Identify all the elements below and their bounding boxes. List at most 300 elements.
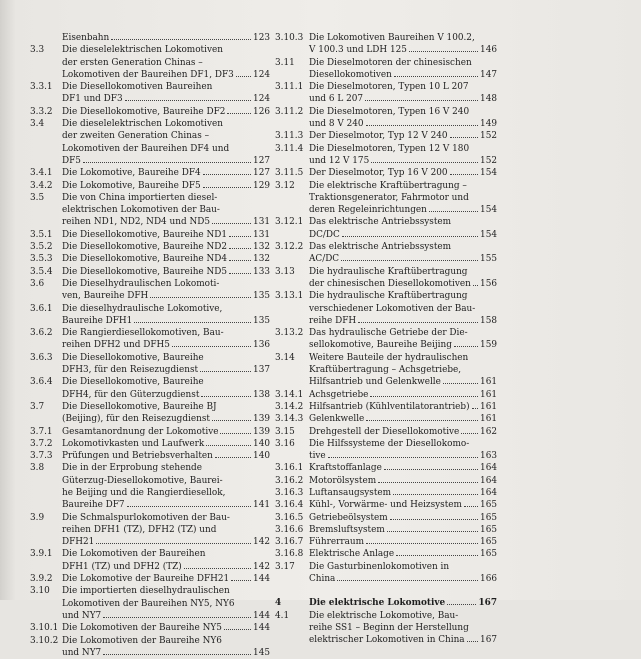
toc-entry-number: 3.14 — [275, 352, 295, 363]
toc-leader-dots — [229, 236, 251, 237]
toc-entry-number: 3.6.3 — [30, 352, 53, 363]
toc-entry-line — [309, 475, 497, 487]
toc-entry-text: reihen ND1, ND2, ND4 und ND5 — [62, 217, 210, 228]
toc-page-number: 123 — [253, 33, 270, 43]
toc-entry-line — [309, 216, 497, 228]
toc-entry-line — [309, 413, 497, 425]
toc-entry-title — [309, 438, 497, 463]
toc-entry-text: Motorölsystem — [309, 475, 377, 486]
toc-entry-number: 3.9 — [30, 512, 45, 523]
toc-entry-line — [62, 548, 270, 560]
toc-entry-number: 3.5.1 — [30, 229, 53, 240]
toc-entry-line — [62, 229, 270, 241]
toc-entry-line — [62, 290, 270, 302]
toc-entry-line — [62, 93, 270, 105]
toc-leader-dots — [473, 285, 478, 286]
toc-entry-title — [309, 561, 497, 586]
toc-entry-text: deren Regeleinrichtungen — [309, 205, 427, 216]
toc-entry — [30, 106, 270, 118]
toc-entry-title — [62, 32, 270, 44]
toc-entry-text: DFH21 — [62, 537, 95, 548]
toc-entry — [30, 401, 270, 426]
toc-page-number: 165 — [480, 500, 497, 511]
toc-entry-title — [62, 573, 270, 585]
toc-entry-line — [62, 327, 270, 339]
toc-entry — [30, 44, 270, 81]
toc-entry-line — [62, 487, 270, 499]
toc-entry-line — [62, 204, 270, 216]
toc-page-number: 129 — [253, 180, 270, 191]
toc-entry-line — [62, 610, 270, 622]
toc-entry-number: 3.6.1 — [30, 303, 53, 314]
toc-entry-text: Das elektrische Antriebssystem — [309, 242, 452, 253]
toc-entry-text: reihe SS1 – Beginn der Herstellung — [309, 622, 469, 633]
toc-leader-dots — [429, 211, 478, 212]
toc-entry-number: 3.10 — [30, 586, 50, 597]
toc-entry-line — [309, 253, 497, 265]
toc-entry-line — [309, 634, 497, 646]
toc-leader-dots — [384, 469, 478, 470]
toc-entry-text: Die elektrische Lokomotive — [309, 598, 446, 609]
toc-entry-title — [309, 167, 497, 179]
toc-entry-number: 4.1 — [275, 610, 290, 621]
toc-entry-text: Der Dieselmotor, Typ 12 V 240 — [309, 131, 448, 142]
toc-entry-line — [62, 438, 270, 450]
toc-entry-number: 3.3.1 — [30, 82, 53, 93]
toc-leader-dots — [96, 543, 251, 544]
toc-entry-text: der zweiten Generation Chinas – — [62, 131, 210, 142]
toc-page-number: 165 — [480, 537, 497, 548]
toc-entry-line — [309, 143, 497, 155]
toc-entry-number: 3.7.3 — [30, 451, 53, 462]
toc-leader-dots — [134, 322, 251, 323]
toc-entry-text: Achsgetriebe — [309, 389, 369, 400]
toc-entry-line — [309, 327, 497, 339]
toc-leader-dots — [387, 531, 478, 532]
toc-entry-title — [309, 462, 497, 474]
toc-entry-line — [309, 512, 497, 524]
toc-entry-line — [62, 81, 270, 93]
toc-entry-line — [309, 524, 497, 536]
toc-entry-number: 3.16.2 — [275, 475, 304, 486]
toc-entry — [275, 130, 497, 142]
toc-leader-dots — [341, 260, 478, 261]
toc-entry-text: Die Diesellokomotive, Baureihe ND4 — [62, 254, 228, 265]
toc-page-number: 144 — [253, 610, 270, 621]
toc-entry-text: Hilfsantrieb und Gelenkwelle — [309, 377, 441, 388]
toc-entry-text: Das hydraulische Getriebe der Die- — [309, 328, 468, 339]
toc-entry-line — [62, 143, 270, 155]
toc-entry — [30, 327, 270, 352]
toc-entry — [30, 573, 270, 585]
toc-entry-text: Das elektrische Antriebssystem — [309, 217, 452, 228]
toc-entry-text: sellokomotive, Baureihe Beijing — [309, 340, 452, 351]
toc-entry-text: Die hydraulische Kraftübertragung — [309, 291, 468, 302]
toc-leader-dots — [366, 420, 478, 421]
toc-leader-dots — [227, 113, 251, 114]
toc-page-number: 124 — [253, 94, 270, 105]
toc-entry-text: Führerraum — [309, 537, 364, 548]
toc-page-number: 167 — [480, 635, 497, 646]
toc-entry-number: 3.5.4 — [30, 266, 53, 277]
toc-entry — [30, 278, 270, 303]
toc-entry — [275, 524, 497, 536]
toc-entry-line — [309, 192, 497, 204]
toc-page-number: 155 — [480, 254, 497, 265]
toc-entry-text: Die in der Erprobung stehende — [62, 463, 202, 474]
toc-page-number: 145 — [253, 647, 270, 658]
toc-entry-line — [309, 278, 497, 290]
toc-entry-number: 3.16.7 — [275, 537, 304, 548]
toc-entry-title — [62, 278, 270, 303]
toc-entry-text: Die Hilfssysteme der Diesellokomo- — [309, 438, 470, 449]
toc-page-number: 161 — [480, 414, 497, 425]
toc-entry — [30, 192, 270, 229]
toc-entry-title — [309, 266, 497, 291]
toc-entry-title — [62, 450, 270, 462]
toc-entry-line — [62, 216, 270, 228]
toc-entry — [30, 635, 270, 659]
toc-entry-text: Kühl-, Vorwärme- und Heizsystem — [309, 500, 462, 511]
toc-entry — [30, 352, 270, 377]
toc-leader-dots — [366, 125, 478, 126]
toc-entry — [30, 548, 270, 573]
toc-entry-line — [62, 118, 270, 130]
toc-entry-text: Kraftübertragung – Achsgetriebe, — [309, 365, 462, 376]
toc-leader-dots — [236, 76, 251, 77]
toc-entry-text: Die Gasturbinenlokomotiven in — [309, 561, 450, 572]
toc-entry-number: 3.6.4 — [30, 377, 53, 388]
toc-entry-line — [62, 352, 270, 364]
toc-entry-line — [62, 585, 270, 597]
toc-leader-dots — [229, 260, 251, 261]
toc-entry-text: Die Dieselmotoren, Typen 16 V 240 — [309, 106, 470, 117]
toc-leader-dots — [371, 162, 478, 163]
toc-entry-title — [62, 635, 270, 659]
toc-entry-number: 3.12.1 — [275, 217, 304, 228]
toc-entry-number: 3.11 — [275, 57, 295, 68]
toc-entry-number: 3.11.4 — [275, 143, 304, 154]
toc-entry — [275, 167, 497, 179]
toc-entry-number: 3.3 — [30, 45, 45, 56]
toc-page-number: 127 — [253, 155, 270, 166]
toc-entry-line — [62, 635, 270, 647]
toc-entry-text: Die Diesellokomotive, Baureihe ND5 — [62, 266, 228, 277]
toc-entry-line — [309, 229, 497, 241]
toc-entry-text: DF1 und DF3 — [62, 94, 123, 105]
toc-leader-dots — [150, 297, 251, 298]
toc-entry-line — [62, 106, 270, 118]
toc-page-number: 141 — [253, 500, 270, 511]
toc-entry-line — [309, 561, 497, 573]
toc-entry-text: verschiedener Lokomotiven der Bau- — [309, 303, 476, 314]
toc-leader-dots — [203, 187, 251, 188]
toc-leader-dots — [358, 322, 478, 323]
toc-entry-line — [309, 389, 497, 401]
toc-entry-number: 3.13.1 — [275, 291, 304, 302]
toc-entry — [275, 266, 497, 291]
toc-leader-dots — [454, 346, 478, 347]
toc-entry-number: 3.12 — [275, 180, 295, 191]
toc-page-number: 138 — [253, 389, 270, 400]
toc-entry-title — [309, 32, 497, 57]
toc-entry — [275, 180, 497, 217]
toc-entry-number: 3.16.8 — [275, 549, 304, 560]
toc-entry-number: 3.16.1 — [275, 463, 304, 474]
toc-entry-number: 3.4.1 — [30, 168, 53, 179]
toc-entry — [275, 290, 497, 327]
toc-entry-title — [309, 81, 497, 106]
toc-entry-line — [62, 364, 270, 376]
toc-entry-title — [62, 192, 270, 229]
toc-page-number: 161 — [480, 401, 497, 412]
toc-entry-line — [309, 204, 497, 216]
toc-entry-text: Die Diesellokomotive, Baureihe — [62, 352, 204, 363]
toc-entry-text: V 100.3 und LDH 125 — [309, 45, 407, 56]
toc-entry-text: elektrischen Lokomotiven der Bau- — [62, 205, 220, 216]
toc-entry-number: 3.7 — [30, 401, 45, 412]
toc-entry-title — [309, 401, 497, 413]
toc-entry-line — [309, 610, 497, 622]
toc-leader-dots — [342, 236, 478, 237]
toc-entry — [30, 167, 270, 179]
toc-entry-number: 3.10.1 — [30, 623, 59, 634]
toc-page-number: 144 — [253, 623, 270, 634]
toc-entry-line — [309, 450, 497, 462]
toc-entry-title — [309, 180, 497, 217]
toc-entry-line — [62, 192, 270, 204]
toc-leader-dots — [443, 383, 478, 384]
toc-entry-number: 3.4.2 — [30, 180, 53, 191]
toc-entry-text: DC/DC — [309, 229, 340, 240]
toc-entry-text: tive — [309, 451, 326, 462]
toc-page-number: 124 — [253, 69, 270, 80]
toc-entry-text: Baureihe DFH1 — [62, 315, 133, 326]
toc-entry-number: 3.11.5 — [275, 168, 304, 179]
toc-leader-dots — [103, 617, 251, 618]
toc-page-number: 162 — [480, 426, 497, 437]
toc-entry-line — [309, 352, 497, 364]
toc-entry-line — [309, 303, 497, 315]
toc-page-number: 165 — [480, 524, 497, 535]
toc-leader-dots — [215, 457, 251, 458]
toc-entry-text: DFH1 (TZ) und DFH2 (TZ) — [62, 561, 182, 572]
toc-entry-text: Die Diesellokomotiven Baureihen — [62, 82, 213, 93]
toc-leader-dots — [450, 137, 478, 138]
toc-entry-line — [309, 438, 497, 450]
toc-entry-title — [309, 536, 497, 548]
toc-entry-line — [309, 81, 497, 93]
toc-page-number: 132 — [253, 242, 270, 253]
toc-page-number: 139 — [253, 426, 270, 437]
toc-entry — [30, 81, 270, 106]
toc-page-number: 164 — [480, 487, 497, 498]
toc-entry-title — [62, 426, 270, 438]
toc-entry — [275, 548, 497, 560]
toc-entry-number: 3.17 — [275, 561, 295, 572]
toc-entry-title — [309, 499, 497, 511]
toc-entry-text: Die Rangierdiesellokomotiven, Bau- — [62, 328, 224, 339]
toc-entry-text: Die Lokomotiven der Baureihe NY6 — [62, 635, 222, 646]
toc-entry-text: Bremsluftsystem — [309, 524, 385, 535]
toc-entry-line — [309, 130, 497, 142]
toc-entry-title — [62, 167, 270, 179]
toc-entry — [30, 512, 270, 549]
toc-page-number: 142 — [253, 561, 270, 572]
toc-entry-text: Die Dieselmotoren, Typen 12 V 180 — [309, 143, 470, 154]
toc-leader-dots — [127, 506, 251, 507]
toc-entry-line — [309, 462, 497, 474]
toc-entry-text: und 8 V 240 — [309, 119, 364, 130]
toc-entry-text: Eisenbahn — [62, 33, 110, 43]
toc-entry-title — [309, 413, 497, 425]
toc-entry-line — [62, 44, 270, 56]
toc-entry-title — [62, 352, 270, 377]
toc-entry-text: ven, Baureihe DFH — [62, 291, 149, 302]
toc-entry — [30, 180, 270, 192]
toc-entry-title — [309, 524, 497, 536]
toc-entry-text: Lokomotiven der Baureihen DF4 und — [62, 143, 230, 154]
toc-entry-title — [62, 44, 270, 81]
toc-entry-line — [309, 315, 497, 327]
toc-page-number: 152 — [480, 155, 497, 166]
toc-leader-dots — [229, 273, 251, 274]
toc-entry-text: der chinesischen Diesellokomotiven — [309, 278, 471, 289]
toc-entry-line — [309, 597, 497, 609]
toc-entry-text: Die importierten dieselhydraulischen — [62, 586, 230, 597]
toc-entry-text: Die hydraulische Kraftübertragung — [309, 266, 468, 277]
toc-entry-text: Die elektrische Kraftübertragung – — [309, 180, 467, 191]
toc-entry-number: 3.15 — [275, 426, 295, 437]
toc-entry-line — [62, 315, 270, 327]
toc-entry-title — [309, 610, 497, 647]
toc-page-number: 164 — [480, 463, 497, 474]
toc-entry-title — [309, 216, 497, 241]
toc-entry-number: 3.13 — [275, 266, 295, 277]
toc-entry — [275, 536, 497, 548]
toc-page-number: 165 — [480, 549, 497, 560]
toc-entry-text: Die von China importierten diesel- — [62, 192, 218, 203]
toc-entry-text: reihe DFH — [309, 315, 357, 326]
toc-entry-title — [62, 106, 270, 118]
toc-entry-text: Die Diesellokomotive, Baureihe ND1 — [62, 229, 228, 240]
toc-entry-line — [309, 32, 497, 44]
toc-entry-line — [62, 512, 270, 524]
toc-entry — [275, 487, 497, 499]
toc-entry — [30, 376, 270, 401]
toc-entry-text: reihen DFH1 (TZ), DFH2 (TZ) und — [62, 524, 217, 535]
toc-entry-number: 3.14.2 — [275, 401, 304, 412]
toc-entry — [275, 81, 497, 106]
toc-entry — [30, 450, 270, 462]
toc-page-number: 163 — [480, 451, 497, 462]
toc-entry-text: Die Lokomotive, Baureihe DF4 — [62, 168, 201, 179]
toc-page-number: 149 — [480, 119, 497, 130]
toc-entry — [275, 475, 497, 487]
toc-page-number: 133 — [253, 266, 270, 277]
toc-leader-dots — [206, 445, 251, 446]
toc-entry-line — [309, 426, 497, 438]
toc-entry-number: 3.5.2 — [30, 242, 53, 253]
toc-entry — [30, 462, 270, 511]
toc-leader-dots — [212, 420, 251, 421]
toc-page-number: 152 — [480, 131, 497, 142]
toc-entry-line — [62, 376, 270, 388]
toc-entry-line — [62, 130, 270, 142]
toc-entry-text: Diesellokomotiven — [309, 69, 392, 80]
toc-entry-number: 3.5.3 — [30, 254, 53, 265]
toc-entry-number: 3.14.1 — [275, 389, 304, 400]
toc-entry — [275, 401, 497, 413]
toc-leader-dots — [111, 39, 251, 40]
toc-entry-line — [62, 536, 270, 548]
toc-entry-text: Die dieselelektrischen Lokomotiven — [62, 45, 223, 56]
toc-entry-title — [309, 352, 497, 389]
toc-entry-title — [309, 389, 497, 401]
toc-entry — [275, 499, 497, 511]
toc-column-right — [275, 32, 497, 647]
toc-entry-text: Die Dieselmotoren der chinesischen — [309, 57, 472, 68]
toc-entry-title — [309, 475, 497, 487]
toc-entry-line — [62, 167, 270, 179]
toc-entry-text: Die Dieselhydraulischen Lokomoti- — [62, 278, 220, 289]
toc-entry-text: DFH3, für den Reisezugdienst — [62, 365, 199, 376]
toc-entry — [275, 597, 497, 609]
toc-entry-line — [62, 180, 270, 192]
toc-page-number: 144 — [253, 574, 270, 585]
toc-entry-title — [309, 241, 497, 266]
toc-page-number: 164 — [480, 475, 497, 486]
toc-entry-line — [62, 647, 270, 659]
toc-entry-number: 3.16.4 — [275, 500, 304, 511]
toc-entry-title — [62, 401, 270, 426]
toc-leader-dots — [370, 396, 478, 397]
toc-entry — [30, 303, 270, 328]
toc-entry-title — [309, 57, 497, 82]
toc-entry-line — [62, 622, 270, 634]
toc-entry-line — [309, 401, 497, 413]
toc-page-number: 140 — [253, 438, 270, 449]
toc-entry-line — [62, 573, 270, 585]
toc-entry-line — [62, 389, 270, 401]
toc-entry — [275, 106, 497, 131]
toc-entry-number: 3.4 — [30, 119, 45, 130]
toc-entry — [275, 610, 497, 647]
toc-entry-text: Die Lokomotive, Baureihe DF5 — [62, 180, 201, 191]
toc-entry — [275, 143, 497, 168]
toc-leader-dots — [220, 433, 251, 434]
toc-entry-text: (Beijing), für den Reisezugdienst — [62, 414, 210, 425]
toc-entry-number: 3.7.1 — [30, 426, 53, 437]
toc-page-number: 140 — [253, 451, 270, 462]
toc-leader-dots — [365, 100, 478, 101]
toc-entry-line — [309, 57, 497, 69]
toc-entry-number: 3.13.2 — [275, 328, 304, 339]
toc-entry — [275, 512, 497, 524]
toc-page-number: 154 — [480, 229, 497, 240]
toc-entry-text: der ersten Generation Chinas – — [62, 57, 203, 68]
toc-entry-title — [62, 266, 270, 278]
toc-entry — [275, 352, 497, 389]
toc-entry-number: 3.10.3 — [275, 33, 304, 43]
toc-entry-title — [62, 253, 270, 265]
toc-entry-line — [309, 44, 497, 56]
toc-page-number: 146 — [480, 45, 497, 56]
toc-entry-title — [309, 548, 497, 560]
toc-entry-title — [62, 303, 270, 328]
toc-entry-line — [62, 524, 270, 536]
toc-entry-text: AC/DC — [309, 254, 340, 265]
